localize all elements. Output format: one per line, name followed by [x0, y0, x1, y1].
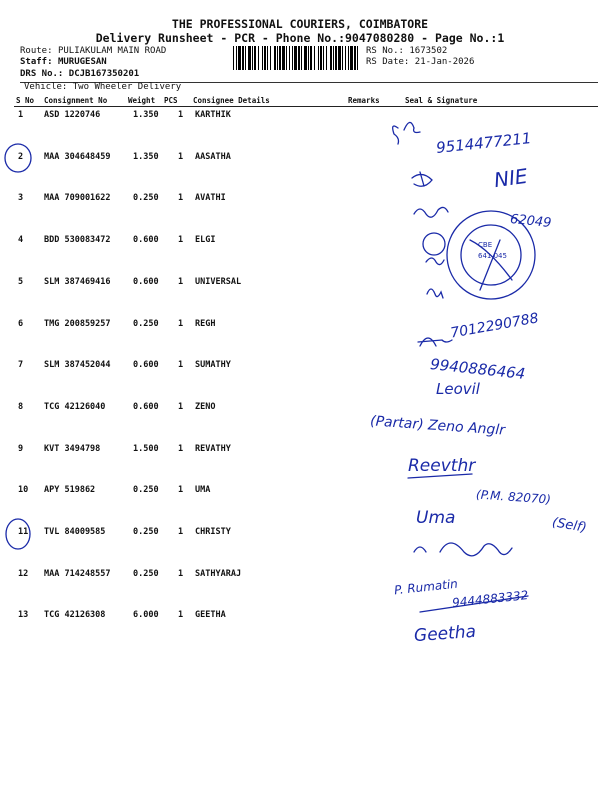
consignment-no: TVL 84009585 — [44, 527, 106, 537]
consignee-name: AVATHI — [195, 193, 226, 203]
svg-text:CBE: CBE — [478, 241, 493, 249]
rs-date-line — [366, 57, 474, 67]
row-sno: 6 — [18, 319, 24, 329]
row-sno: 2 — [18, 152, 24, 162]
consignment-no: APY 519862 — [44, 485, 96, 495]
pcs: 1 — [178, 527, 184, 537]
row-11-signature — [414, 543, 512, 556]
row-13-signature: Geetha — [413, 621, 477, 647]
row-1-signature — [393, 122, 420, 144]
weight: 0.600 — [133, 277, 159, 287]
row-10-note-handwritten: (P.M. 82070) — [475, 487, 552, 507]
consignee-name: SUMATHY — [195, 360, 231, 370]
pcs: 1 — [178, 277, 184, 287]
col-consignee: Consignee Details — [193, 96, 270, 105]
weight: 1.500 — [133, 444, 159, 454]
row-2-note-handwritten: NIE — [492, 163, 530, 193]
row-sno: 8 — [18, 402, 24, 412]
row-sno: 1 — [18, 110, 24, 120]
table-row — [0, 193, 600, 207]
rs-date-label: RS Date: — [366, 57, 410, 67]
staff-line — [20, 57, 107, 67]
col-weight: Weight — [128, 96, 156, 105]
consignment-no: TCG 42126308 — [44, 610, 106, 620]
pcs: 1 — [178, 610, 184, 620]
consignment-no: MAA 714248557 — [44, 569, 111, 579]
consignee-name: AASATHA — [195, 152, 231, 162]
consignment-no: MAA 304648459 — [44, 152, 111, 162]
row-8-signature: (Partar) Zeno Anglr — [369, 413, 506, 439]
route-label: Route: — [20, 46, 53, 56]
weight: 6.000 — [133, 610, 159, 620]
row-sno: 13 — [18, 610, 29, 620]
table-row — [0, 235, 600, 249]
header-rule — [14, 106, 598, 107]
table-row — [0, 527, 600, 541]
rs-no-label: RS No.: — [366, 46, 404, 56]
weight: 0.600 — [133, 402, 159, 412]
row-6-signature — [418, 338, 452, 346]
table-row — [0, 402, 600, 416]
consignee-name: UNIVERSAL — [195, 277, 242, 287]
drs-value: DCJB167350201 — [68, 69, 140, 79]
col-pcs: PCS — [164, 96, 178, 105]
consignee-name: GEETHA — [195, 610, 226, 620]
col-remarks: Remarks — [348, 96, 380, 105]
pcs: 1 — [178, 235, 184, 245]
pcs: 1 — [178, 360, 184, 370]
drs-line — [20, 69, 139, 79]
row-sno: 5 — [18, 277, 24, 287]
row-6-phone-handwritten: 7012290788 — [449, 310, 540, 342]
pcs: 1 — [178, 193, 184, 203]
row-1-phone-handwritten: 9514477211 — [435, 129, 533, 157]
pcs: 1 — [178, 402, 184, 412]
row-9-signature: Reevthr — [408, 456, 476, 476]
weight: 0.250 — [133, 193, 159, 203]
consignee-name: REGH — [195, 319, 216, 329]
pcs: 1 — [178, 485, 184, 495]
rs-date-value: 21-Jan-2026 — [414, 57, 475, 67]
weight: 1.350 — [133, 152, 159, 162]
row-3-signature — [414, 207, 448, 217]
consignee-name: UMA — [195, 485, 211, 495]
row-12-name-handwritten: P. Rumatin — [393, 576, 459, 598]
route-line — [20, 46, 166, 56]
consignee-name: CHRISTY — [195, 527, 231, 537]
row-11-note-handwritten: (Self) — [550, 515, 588, 536]
row-sno: 9 — [18, 444, 24, 454]
weight: 1.350 — [133, 110, 159, 120]
row-7-name-handwritten: Leovil — [436, 380, 480, 398]
weight: 0.250 — [133, 485, 159, 495]
row-sno: 3 — [18, 193, 24, 203]
consignee-name: REVATHY — [195, 444, 231, 454]
consignment-no: MAA 709001622 — [44, 193, 111, 203]
rs-no-value: 1673502 — [409, 46, 448, 56]
row-12-phone-handwritten: 9444883332 — [451, 588, 529, 610]
consignee-name: KARTHIK — [195, 110, 231, 120]
row-7-phone-handwritten: 9940886464 — [429, 355, 527, 383]
staff-label: Staff: — [20, 57, 53, 67]
col-consignment: Consignment No — [44, 96, 108, 105]
col-sno: S No — [16, 96, 35, 105]
pcs: 1 — [178, 110, 184, 120]
pcs: 1 — [178, 569, 184, 579]
consignee-name: SATHYARAJ — [195, 569, 242, 579]
table-row — [0, 277, 600, 291]
pcs: 1 — [178, 444, 184, 454]
weight: 0.250 — [133, 569, 159, 579]
route-value: PULIAKULAM MAIN ROAD — [57, 46, 167, 56]
consignment-no: TMG 200859257 — [44, 319, 111, 329]
drs-label: DRS No.: — [20, 69, 64, 79]
weight: 0.250 — [133, 319, 159, 329]
consignment-no: BDD 530083472 — [44, 235, 111, 245]
consignment-no: TCG 42126040 — [44, 402, 106, 412]
row-sno: 10 — [18, 485, 29, 495]
svg-text:641 045: 641 045 — [478, 252, 507, 260]
row-sno: 12 — [18, 569, 29, 579]
row-2-signature — [412, 172, 432, 186]
rs-no-line — [366, 46, 447, 56]
company-title: THE PROFESSIONAL COURIERS, COIMBATORE — [171, 17, 429, 31]
table-row — [0, 444, 600, 458]
row-4-phone-handwritten: 62049 — [509, 211, 553, 232]
weight: 0.600 — [133, 360, 159, 370]
vehicle-type: Vehicle: Two Wheeler Delivery — [24, 82, 182, 92]
table-row — [0, 152, 600, 166]
col-seal-signature: Seal & Signature — [405, 96, 478, 105]
row-sno: 4 — [18, 235, 24, 245]
consignment-no: SLM 387469416 — [44, 277, 111, 287]
row-sno: 7 — [18, 360, 24, 370]
consignment-no: SLM 387452044 — [44, 360, 111, 370]
weight: 0.250 — [133, 527, 159, 537]
barcode — [233, 46, 359, 70]
consignee-name: ZENO — [195, 402, 216, 412]
consignment-no: ASD 1220746 — [44, 110, 101, 120]
row-10-signature: Uma — [416, 508, 456, 528]
runsheet-subtitle: Delivery Runsheet - PCR - Phone No.:9047080280 - Page No.:1 — [95, 31, 505, 45]
table-row — [0, 110, 600, 124]
staff-value: MURUGESAN — [57, 57, 107, 67]
table-row — [0, 610, 600, 624]
row-sno: 11 — [18, 527, 29, 537]
weight: 0.600 — [133, 235, 159, 245]
consignee-name: ELGI — [195, 235, 216, 245]
pcs: 1 — [178, 152, 184, 162]
table-row — [0, 569, 600, 583]
consignment-no: KVT 3494798 — [44, 444, 101, 454]
pcs: 1 — [178, 319, 184, 329]
